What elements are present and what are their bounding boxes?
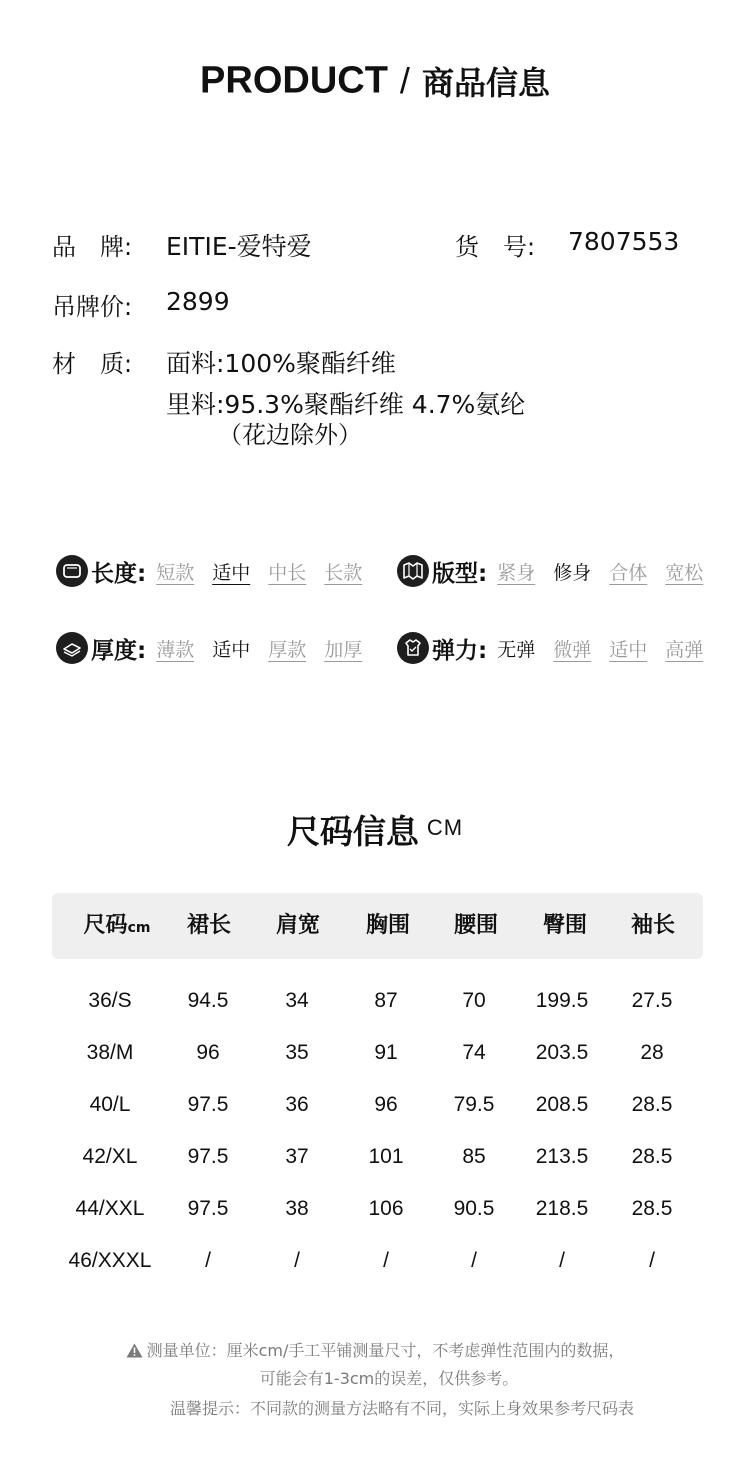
header-sleeve: 袖长	[630, 913, 676, 938]
measurement-cell: 36	[285, 1093, 309, 1116]
measurement-cell: 96	[196, 1041, 220, 1064]
measurement-cell: 38	[285, 1197, 309, 1220]
size-title-unit: CM	[426, 815, 464, 840]
measurement-cell: 90.5	[453, 1197, 495, 1220]
measurement-cell: /	[294, 1249, 300, 1272]
size-cell: 36/S	[88, 989, 132, 1012]
attr-elasticity-option: 微弹	[553, 638, 592, 661]
brand-value: EITIE-爱特爱	[166, 232, 312, 261]
measurement-cell: 28.5	[631, 1145, 673, 1168]
material-note: （花边除外）	[218, 421, 362, 449]
measurement-cell: 87	[374, 989, 398, 1012]
measurement-cell: 70	[462, 989, 486, 1012]
measurement-cell: 96	[374, 1093, 398, 1116]
header-shoulder: 肩宽	[275, 913, 321, 938]
attr-thickness-option: 薄款	[156, 638, 195, 661]
measurement-cell: /	[471, 1249, 477, 1272]
measurement-cell: 218.5	[535, 1197, 589, 1220]
attr-length-option: 短款	[156, 561, 195, 584]
attr-fit	[397, 553, 703, 589]
page-title	[0, 58, 750, 104]
attr-elasticity-option: 适中	[609, 638, 648, 661]
title-chinese: 商品信息	[421, 64, 550, 102]
attr-thickness-option: 加厚	[324, 638, 363, 661]
measurement-cell: 85	[462, 1145, 486, 1168]
attr-elasticity-option-selected: 无弹	[497, 638, 536, 661]
note-line-2: 可能会有1-3cm的误差，仅供参考。	[259, 1369, 519, 1388]
measurement-cell: /	[205, 1249, 211, 1272]
attr-length-option: 长款	[324, 561, 363, 584]
measurement-cell: 106	[368, 1197, 404, 1220]
attr-length-label: 长度:	[91, 560, 147, 587]
measurement-cell: 199.5	[535, 989, 589, 1012]
measurement-cell: 213.5	[535, 1145, 589, 1168]
attr-fit-option: 合体	[609, 561, 648, 584]
measurement-cell: 101	[368, 1145, 404, 1168]
size-cell: 38/M	[86, 1041, 134, 1064]
size-table-header	[52, 893, 703, 959]
header-waist: 腰围	[453, 913, 499, 938]
measurement-cell: 97.5	[187, 1197, 229, 1220]
dress-length-icon	[56, 555, 88, 587]
measurement-cell: 28.5	[631, 1093, 673, 1116]
size-cell: 40/L	[89, 1093, 131, 1116]
size-cell: 42/XL	[82, 1145, 138, 1168]
attr-thickness	[56, 630, 362, 666]
header-skirt-length: 裙长	[186, 913, 232, 938]
attr-length-option: 中长	[268, 561, 307, 584]
measurement-cell: 97.5	[187, 1093, 229, 1116]
size-cell: 44/XXL	[75, 1197, 145, 1220]
measurement-cell: 91	[374, 1041, 398, 1064]
item-number-value: 7807553	[568, 227, 680, 256]
attr-thickness-option-selected: 适中	[212, 638, 251, 661]
measurement-cell: 74	[462, 1041, 486, 1064]
fit-shape-icon	[397, 555, 429, 587]
note-line-1: 测量单位：厘米cm/手工平铺测量尺寸，不考虑弹性范围内的数据，	[146, 1341, 625, 1360]
title-separator: /	[399, 60, 410, 101]
measurement-cell: 203.5	[535, 1041, 589, 1064]
note-line-3: 温馨提示：不同款的测量方法略有不同，实际上身效果参考尺码表	[169, 1399, 634, 1418]
warning-icon	[126, 1343, 143, 1362]
attr-fit-label: 版型:	[432, 560, 488, 587]
attr-elasticity	[397, 630, 703, 666]
measurement-cell: 208.5	[535, 1093, 589, 1116]
measurement-cell: 28	[640, 1041, 664, 1064]
size-section-title	[0, 806, 750, 853]
material-lining: 里料:95.3%聚酯纤维 4.7%氨纶	[166, 390, 526, 419]
thickness-icon	[56, 632, 88, 664]
elasticity-icon	[397, 632, 429, 664]
attr-elasticity-label: 弹力:	[432, 637, 488, 664]
header-bust: 胸围	[365, 913, 411, 938]
title-english: PRODUCT	[200, 59, 388, 102]
price-value: 2899	[166, 287, 230, 316]
measurement-cell: 79.5	[453, 1093, 495, 1116]
measurement-cell: 97.5	[187, 1145, 229, 1168]
measurement-cell: 94.5	[187, 989, 229, 1012]
attr-thickness-label: 厚度:	[91, 637, 147, 664]
attr-elasticity-option: 高弹	[665, 638, 704, 661]
measurement-cell: 27.5	[631, 989, 673, 1012]
measurement-note	[0, 1338, 750, 1362]
item-number-label: 货 号:	[455, 233, 536, 261]
measurement-cell: 28.5	[631, 1197, 673, 1220]
size-cell: 46/XXXL	[68, 1249, 152, 1272]
material-fabric: 面料:100%聚酯纤维	[166, 349, 396, 378]
material-label: 材 质:	[52, 350, 133, 378]
header-size-unit: cm	[127, 920, 151, 936]
attr-length	[56, 553, 362, 589]
measurement-cell: /	[649, 1249, 655, 1272]
attr-fit-option: 紧身	[497, 561, 536, 584]
brand-label: 品 牌:	[52, 233, 133, 261]
measurement-cell: 35	[285, 1041, 309, 1064]
header-hip: 臀围	[542, 913, 588, 938]
measurement-cell: 37	[285, 1145, 309, 1168]
attr-fit-option-selected: 修身	[553, 561, 592, 584]
measurement-cell: /	[383, 1249, 389, 1272]
price-label: 吊牌价:	[52, 293, 133, 321]
measurement-cell: /	[559, 1249, 565, 1272]
measurement-cell: 34	[285, 989, 309, 1012]
attr-fit-option: 宽松	[665, 561, 704, 584]
attr-thickness-option: 厚款	[268, 638, 307, 661]
header-size: 尺码cm	[83, 913, 151, 938]
attr-length-option-selected: 适中	[212, 561, 251, 584]
size-title-text: 尺码信息	[286, 812, 419, 851]
